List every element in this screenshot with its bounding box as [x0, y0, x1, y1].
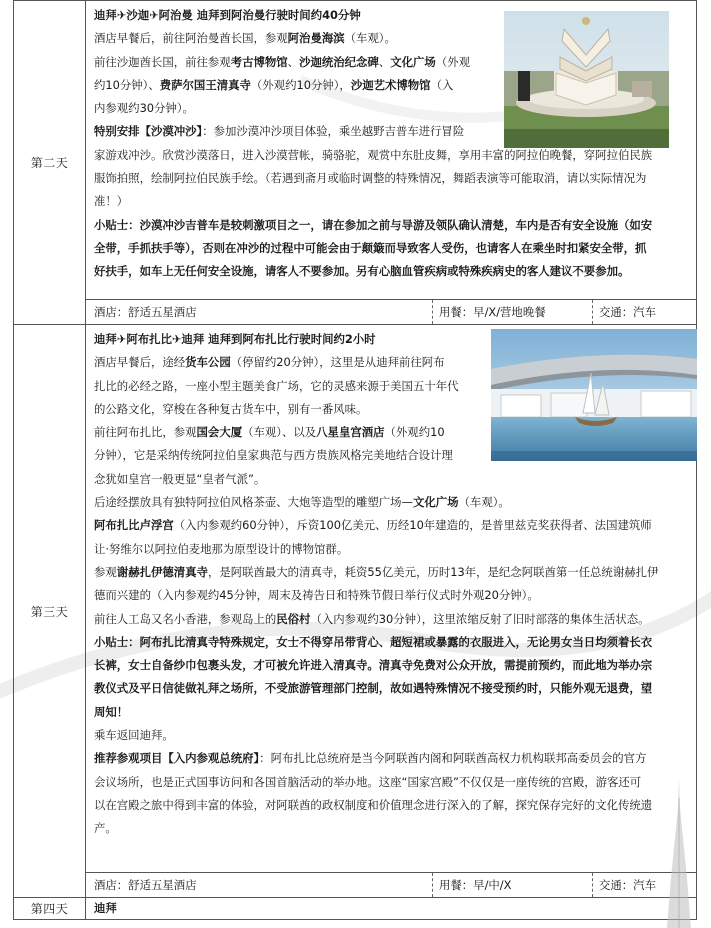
sharjah-monument-photo: [504, 11, 669, 148]
day4-row: [14, 898, 697, 920]
burj-tower-watermark-icon: [665, 778, 693, 928]
day2-tip: 小贴士：沙漠冲沙吉普车是较刺激项目之一，请在参加之前与导游及领队确认清楚，车内是否有安全设施（如安: [94, 217, 653, 232]
day3-meals: 用餐：早/中/X: [432, 873, 592, 897]
day3-recommend: 推荐参观项目【入内参观总统府】：阿布扎比总统府是当今阿联酋内阁和阿联酋高权力机构联邦高委员会的官方: [94, 751, 647, 766]
day3-tip: 小贴士：阿布扎比清真寺特殊规定，女士不得穿吊带背心、超短裙或暴露的衣服进入，无论男女当日均须着长衣: [94, 634, 653, 649]
day2-row: [14, 1, 697, 300]
day2-label: 第二天: [14, 1, 86, 325]
day3-row: [14, 325, 697, 873]
day2-special: 特别安排【沙漠冲沙】：参加沙漠冲沙项目体验，乘坐越野吉普车进行冒险: [94, 124, 465, 139]
day2-transport: 交通：汽车: [592, 300, 692, 324]
day2-content: 迪拜✈沙迦✈阿治曼 迪拜到阿治曼行驶时间约40分钟 酒店早餐后，前往阿治曼酋长国，参观阿治曼海滨（车观）。 前往沙迦酋长国，前往参观考古博物馆、沙迦统治纪念碑、文化广场（外观 约10分钟）、费萨尔国王清真寺（外观约10分钟），沙迦艺术博物馆（入 内参观约30分钟）。 特别安排【沙漠冲沙】：参加沙漠冲沙项目体验，乘坐越野吉普车进行冒险 家游戏冲沙。欣赏沙漠落日，进入沙漠营帐，骑骆驼，观赏中东肚皮舞，享用丰富的阿拉伯晚餐，穿阿拉伯民族 服饰拍照，绘制阿拉伯民族手绘。（若遇到斋月或临时调整的特殊情况，舞蹈表演等可能取消，请以实际情况为 准！） 小贴士：沙漠冲沙吉普车是较刺激项目之一，请在参加之前与导游及领队确认清楚，车内是否有安全设施（如安 全带，手抓扶手等），否则在冲沙的过程中可能会由于颠簸而导致客人受伤，也请客人在乘坐时扣紧安全带，抓 好扶手，如车上无任何安全设施，请客人不要参加。另有心脑血管疾病或特殊疾病史的客人建议不要参加。: [86, 1, 697, 300]
day2-hotel: 酒店：舒适五星酒店: [94, 305, 197, 319]
day4-label: 第四天: [14, 898, 86, 920]
day3-hotel: 酒店：舒适五星酒店: [94, 878, 197, 892]
day2-title: 迪拜✈沙迦✈阿治曼 迪拜到阿治曼行驶时间约40分钟: [94, 8, 361, 22]
day4-title: 迪拜: [94, 901, 117, 915]
day2-info-row: [14, 300, 697, 325]
day3-title: 迪拜✈阿布扎比✈迪拜 迪拜到阿布扎比行驶时间约2小时: [94, 332, 376, 346]
louvre-abu-dhabi-photo: [491, 329, 697, 461]
day2-meals: 用餐：早/X/营地晚餐: [432, 300, 592, 324]
day2-paragraph: 酒店早餐后，前往阿治曼酋长国，参观阿治曼海滨（车观）。: [94, 31, 396, 46]
itinerary-table: [13, 0, 697, 920]
day3-transport: 交通：汽车: [592, 873, 692, 897]
day3-content: 迪拜✈阿布扎比✈迪拜 迪拜到阿布扎比行驶时间约2小时 酒店早餐后，途经货车公园（停留约20分钟），这里是从迪拜前往阿布 扎比的必经之路，一座小型主题美食广场，它的灵感来源于美国五十年代 的公路文化，穿梭在各种复古货车中，别有一番风味。 前往阿布扎比，参观国会大厦（车观）、以及八星皇宫酒店（外观约10 分钟），它是采纳传统阿拉伯皇家典范与西方贵族风格完美地结合设计理 念犹如皇宫一般更显“皇者气派”。 后途经摆放具有独特阿拉伯风格茶壶、大炮等造型的雕塑广场—文化广场（车观）。 阿布扎比卢浮宫（入内参观约60分钟），斥资100亿美元、历经10年建造的，是普里兹克奖获得者、法国建筑师 让·努维尔以阿拉伯麦地那为原型设计的博物馆群。 参观谢赫扎伊德清真寺，是阿联酋最大的清真寺，耗资55亿美元，历时13年，是纪念阿联酋第一任总统谢赫扎伊 德而兴建的（入内参观约45分钟，周末及祷告日和特殊节假日举行仪式时外观20分钟）。 前往人工岛又名小香港，参观岛上的民俗村（入内参观约30分钟），这里浓缩反射了旧时部落的集体生活状态。 小贴士：阿布扎比清真寺特殊规定，女士不得穿吊带背心、超短裙或暴露的衣服进入，无论男女当日均须着长衣 长裤，女士自备纱巾包裹头发，才可被允许进入清真寺。清真寺免费对公众开放，需提前预约，而此地为举办宗 教仪式及平日信徒做礼拜之场所，不受旅游管理部门控制，故如遇特殊情况不接受预约时，只能外观无退费，望 周知！ 乘车返回迪拜。 推荐参观项目【入内参观总统府】：阿布扎比总统府是当今阿联酋内阁和阿联酋高权力机构联邦高委员会的官方 会议场所，也是正式国事访问和各国首脑活动的举办地。这座“国家宫殿”不仅仅是一座传统的宫殿，游客还可 以在宫殿之旅中得到丰富的体验，对阿联酋的政权制度和价值理念进行深入的了解，探究保存完好的文化传统遗 产。: [86, 325, 697, 873]
day3-info-row: [14, 873, 697, 898]
day3-label: 第三天: [14, 325, 86, 898]
